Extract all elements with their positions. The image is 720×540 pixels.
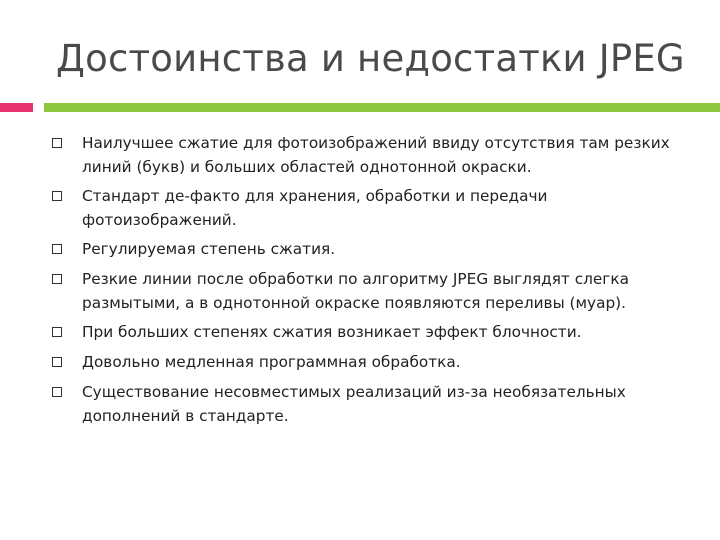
bullet-item <box>0 237 720 261</box>
bullet-item <box>0 184 720 232</box>
bullet-text: При больших степенях сжатия возникает эффект блочности. <box>82 323 582 341</box>
square-bullet-icon <box>52 274 62 284</box>
square-bullet-icon <box>52 387 62 397</box>
bullet-list <box>0 131 720 433</box>
bullet-text: Довольно медленная программная обработка. <box>82 353 461 371</box>
bullet-item <box>0 320 720 344</box>
square-bullet-icon <box>52 138 62 148</box>
bullet-item <box>0 380 720 428</box>
square-bullet-icon <box>52 327 62 337</box>
bullet-text: Наилучшее сжатие для фотоизображений ввиду отсутствия там резких линий (букв) и больших областей однотонной окраски. <box>82 134 670 176</box>
bullet-text: Резкие линии после обработки по алгоритму JPEG выглядят слегка размытыми, а в однотонной окраске появляются переливы (муар). <box>82 270 629 312</box>
slide-title: Достоинства и недостатки JPEG <box>56 37 685 80</box>
green-accent-bar <box>44 103 720 112</box>
square-bullet-icon <box>52 191 62 201</box>
pink-accent-bar <box>0 103 33 112</box>
bullet-item <box>0 267 720 315</box>
square-bullet-icon <box>52 357 62 367</box>
bullet-item <box>0 131 720 179</box>
bullet-text: Регулируемая степень сжатия. <box>82 240 336 258</box>
bullet-text: Существование несовместимых реализаций из-за необязательных дополнений в стандарте. <box>82 383 626 425</box>
bullet-item <box>0 350 720 374</box>
bullet-text: Стандарт де-факто для хранения, обработки и передачи фотоизображений. <box>82 187 548 229</box>
square-bullet-icon <box>52 244 62 254</box>
